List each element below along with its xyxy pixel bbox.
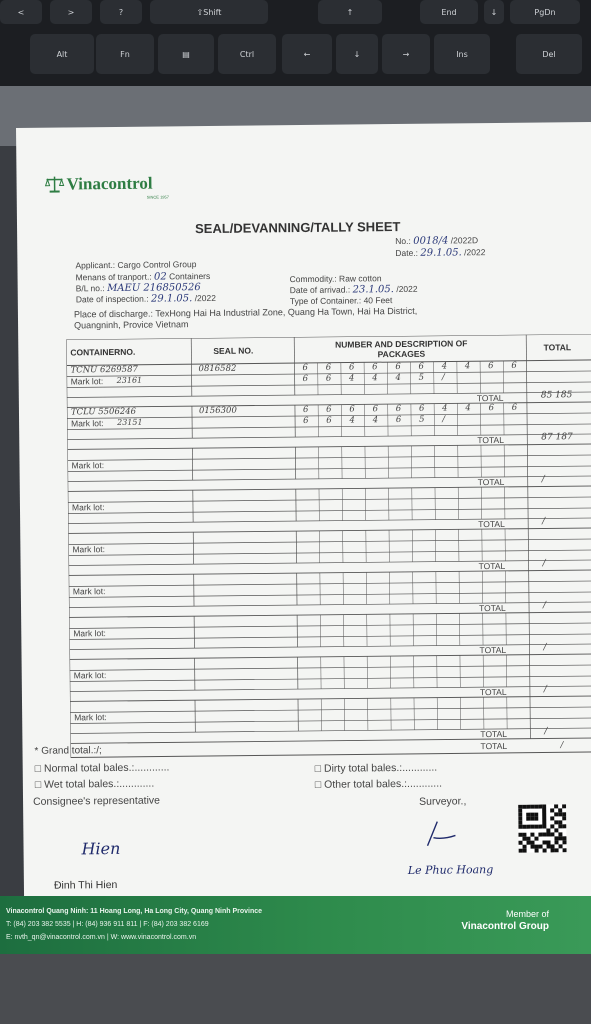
key-down: ↓ (336, 34, 378, 74)
key-del: Del (516, 34, 582, 74)
package-count: 4 (441, 361, 448, 372)
package-count: 6 (302, 373, 309, 385)
doc-date-suffix: /2022 (464, 247, 486, 258)
footer-address: Vinacontrol Quang Ninh: 11 Hoang Long, Ha Long City, Quang Ninh Province (6, 908, 263, 915)
package-count: 4 (442, 403, 448, 414)
footer-band (0, 896, 591, 954)
dirty-bales: □ Dirty total bales.:............ (314, 761, 438, 775)
mark-lot-label: Mark lot: (72, 544, 106, 555)
row-total-value: / (541, 474, 545, 485)
bl-value: MAEU 216850526 (106, 282, 201, 295)
grand-total-value: / (560, 740, 564, 751)
package-count: 6 (349, 404, 355, 415)
mark-lot-label: Mark lot: (72, 586, 106, 597)
row-total-label: TOTAL (479, 602, 506, 614)
package-count: 4 (348, 373, 355, 384)
package-count: 6 (488, 361, 494, 372)
container-number: TCNU 6269587 (70, 364, 138, 376)
surveyor-initial-mark (419, 817, 459, 847)
package-count: 4 (349, 415, 355, 426)
doc-date-value: 29.1.05. (420, 247, 462, 259)
key-alt: Alt (30, 34, 94, 74)
row-total-label: TOTAL (477, 434, 504, 446)
header-number-line2: PACKAGES (377, 348, 426, 360)
row-total-label: TOTAL (479, 644, 507, 656)
header-seal: SEAL NO. (213, 345, 254, 356)
package-count: 4 (465, 403, 471, 414)
package-count: 5 (418, 372, 425, 383)
package-count: 6 (511, 360, 517, 371)
package-count: 6 (395, 414, 402, 426)
container-number: TCLU 5506246 (70, 406, 137, 418)
bl-label: B/L no.: (75, 283, 105, 294)
doc-date-label: Date.: (395, 247, 419, 259)
package-count: 6 (348, 362, 355, 373)
mark-lot-label: Mark lot: (73, 628, 106, 639)
member-line1: Member of (505, 909, 549, 919)
mark-lot-label: Mark lot: (73, 670, 107, 681)
package-count: 6 (418, 361, 424, 372)
key-left: ← (282, 34, 332, 74)
doc-number (395, 235, 478, 247)
tally-table (66, 334, 591, 940)
arrival-suffix: /2022 (396, 283, 418, 295)
doc-number-value: 0018/4 (413, 235, 449, 247)
package-count: 6 (395, 361, 401, 373)
package-count: 4 (395, 372, 401, 384)
package-count: 6 (325, 362, 332, 373)
mark-lot-label: Mark lot: (71, 460, 105, 471)
package-count: / (441, 372, 445, 383)
key-pgdn: PgDn (510, 0, 580, 24)
key-up: ↑ (318, 0, 382, 24)
brand-logo: Vinacontrol (66, 173, 153, 194)
doc-date (395, 247, 485, 259)
row-total-value: / (542, 516, 546, 527)
package-count: 5 (419, 414, 425, 425)
doc-number-label: No.: (395, 235, 411, 247)
row-total-label: TOTAL (478, 518, 505, 530)
inspection-date (76, 293, 216, 305)
header-number-line1: NUMBER AND DESCRIPTION OF (335, 338, 468, 350)
discharge-place-line2: Quangninh, Provice Vietnam (74, 319, 189, 331)
package-count: 6 (302, 362, 309, 374)
package-count: 4 (372, 373, 378, 384)
seal-number: 0816582 (198, 363, 237, 375)
means-value: 02 (153, 271, 167, 283)
key-question: ? (100, 0, 142, 24)
package-count: 6 (511, 402, 518, 413)
mark-lot-value: 23151 (117, 417, 143, 427)
key-greater: > (50, 0, 92, 24)
member-badge (461, 908, 549, 933)
key-right: → (382, 34, 430, 74)
normal-bales: □ Normal total bales.:............ (34, 761, 170, 775)
mark-lot-label: Mark lot: (70, 376, 104, 387)
package-count: 6 (488, 403, 495, 414)
package-count: 6 (372, 362, 378, 373)
row-total-label: TOTAL (479, 686, 507, 698)
document-title: SEAL/DEVANNING/TALLY SHEET (194, 218, 401, 237)
qr-code-icon (518, 804, 567, 853)
row-total-value: / (543, 642, 547, 653)
package-count: / (442, 414, 446, 425)
wet-bales: □ Wet total bales.:............ (34, 777, 155, 791)
applicant: Applicant.: Cargo Control Group (75, 259, 197, 271)
tally-sheet-paper (16, 122, 591, 1024)
consignee-name: Đinh Thi Hien (53, 878, 118, 892)
footer-contacts: E: nvth_qn@vinacontrol.com.vn | W: www.vinacontrol.com.vn (6, 934, 197, 941)
container-type: Type of Container.: 40 Feet (289, 295, 393, 307)
row-total-value: 87 187 (541, 432, 573, 443)
row-total-label: TOTAL (476, 392, 504, 404)
desk-bottom (0, 954, 591, 1024)
row-total-value: / (544, 726, 548, 737)
package-count: 6 (418, 403, 425, 414)
key-fn: Fn (96, 34, 154, 74)
surveyor-signature: Le Phuc Hoang (407, 863, 494, 877)
header-total: TOTAL (543, 342, 572, 353)
mark-lot-label: Mark lot: (74, 712, 107, 723)
inspection-label: Date of inspection.: (75, 293, 149, 305)
key-ctrl: Ctrl (218, 34, 276, 74)
header-container: CONTAINERNO. (70, 346, 136, 358)
keyboard (0, 0, 591, 100)
member-line2: Vinacontrol Group (461, 921, 549, 932)
row-total-value: 85 185 (540, 390, 573, 401)
key-end: End (420, 0, 478, 24)
row-total-value: / (542, 558, 546, 569)
key-ins: Ins (434, 34, 490, 74)
package-count: 6 (303, 415, 309, 427)
brand-since: SINCE 1957 (146, 194, 169, 200)
inspection-value: 29.1.05. (150, 293, 193, 305)
consignee-signature: Hien (81, 838, 121, 859)
package-count: 4 (464, 361, 471, 372)
mark-lot-label: Mark lot: (71, 502, 105, 513)
doc-number-suffix: /2022D (450, 235, 479, 246)
row-total-label: TOTAL (480, 728, 508, 740)
package-count: 6 (326, 415, 332, 426)
key-menu: ▤ (158, 34, 214, 74)
package-count: 6 (302, 404, 309, 416)
scale-logo-icon (45, 175, 65, 193)
package-count: 6 (326, 404, 332, 415)
inspection-suffix: /2022 (194, 292, 216, 304)
mark-lot-value: 23161 (116, 375, 143, 385)
footer-phones: T: (84) 203 382 5535 | H: (84) 936 911 811 | F: (84) 203 382 6169 (6, 921, 209, 928)
package-count: 6 (395, 403, 402, 415)
grand-total-label: TOTAL (480, 740, 508, 752)
seal-number: 0156300 (198, 405, 237, 417)
row-total-label: TOTAL (477, 476, 505, 488)
key-down-small: ↓ (484, 0, 504, 24)
row-total-value: / (542, 600, 547, 611)
other-bales: □ Other total bales.:............ (314, 777, 443, 791)
package-count: 4 (372, 415, 379, 426)
package-count: 6 (325, 373, 332, 384)
means-label: Menans of tranport.: (75, 271, 152, 283)
arrival-date (290, 284, 418, 296)
means-suffix: Containers (169, 270, 211, 282)
consignee-label: Consignee's representative (32, 794, 161, 808)
surveyor-label: Surveyor., (419, 795, 467, 808)
arrival-value: 23.1.05. (352, 284, 394, 296)
discharge-place-line1: Place of discharge.: TexHong Hai Ha Industrial Zone, Quang Ha Town, Hai Ha District, (73, 305, 418, 320)
commodity: Commodity.: Raw cotton (289, 273, 382, 285)
row-total-value: / (543, 684, 548, 695)
key-less: < (0, 0, 42, 24)
mark-lot-label: Mark lot: (71, 418, 104, 429)
grand-total: * Grand total.:/; (34, 745, 102, 757)
row-total-label: TOTAL (478, 560, 506, 572)
package-count: 6 (372, 404, 379, 415)
arrival-label: Date of arrivad.: (289, 284, 351, 296)
key-shift: ⇧Shift (150, 0, 268, 24)
